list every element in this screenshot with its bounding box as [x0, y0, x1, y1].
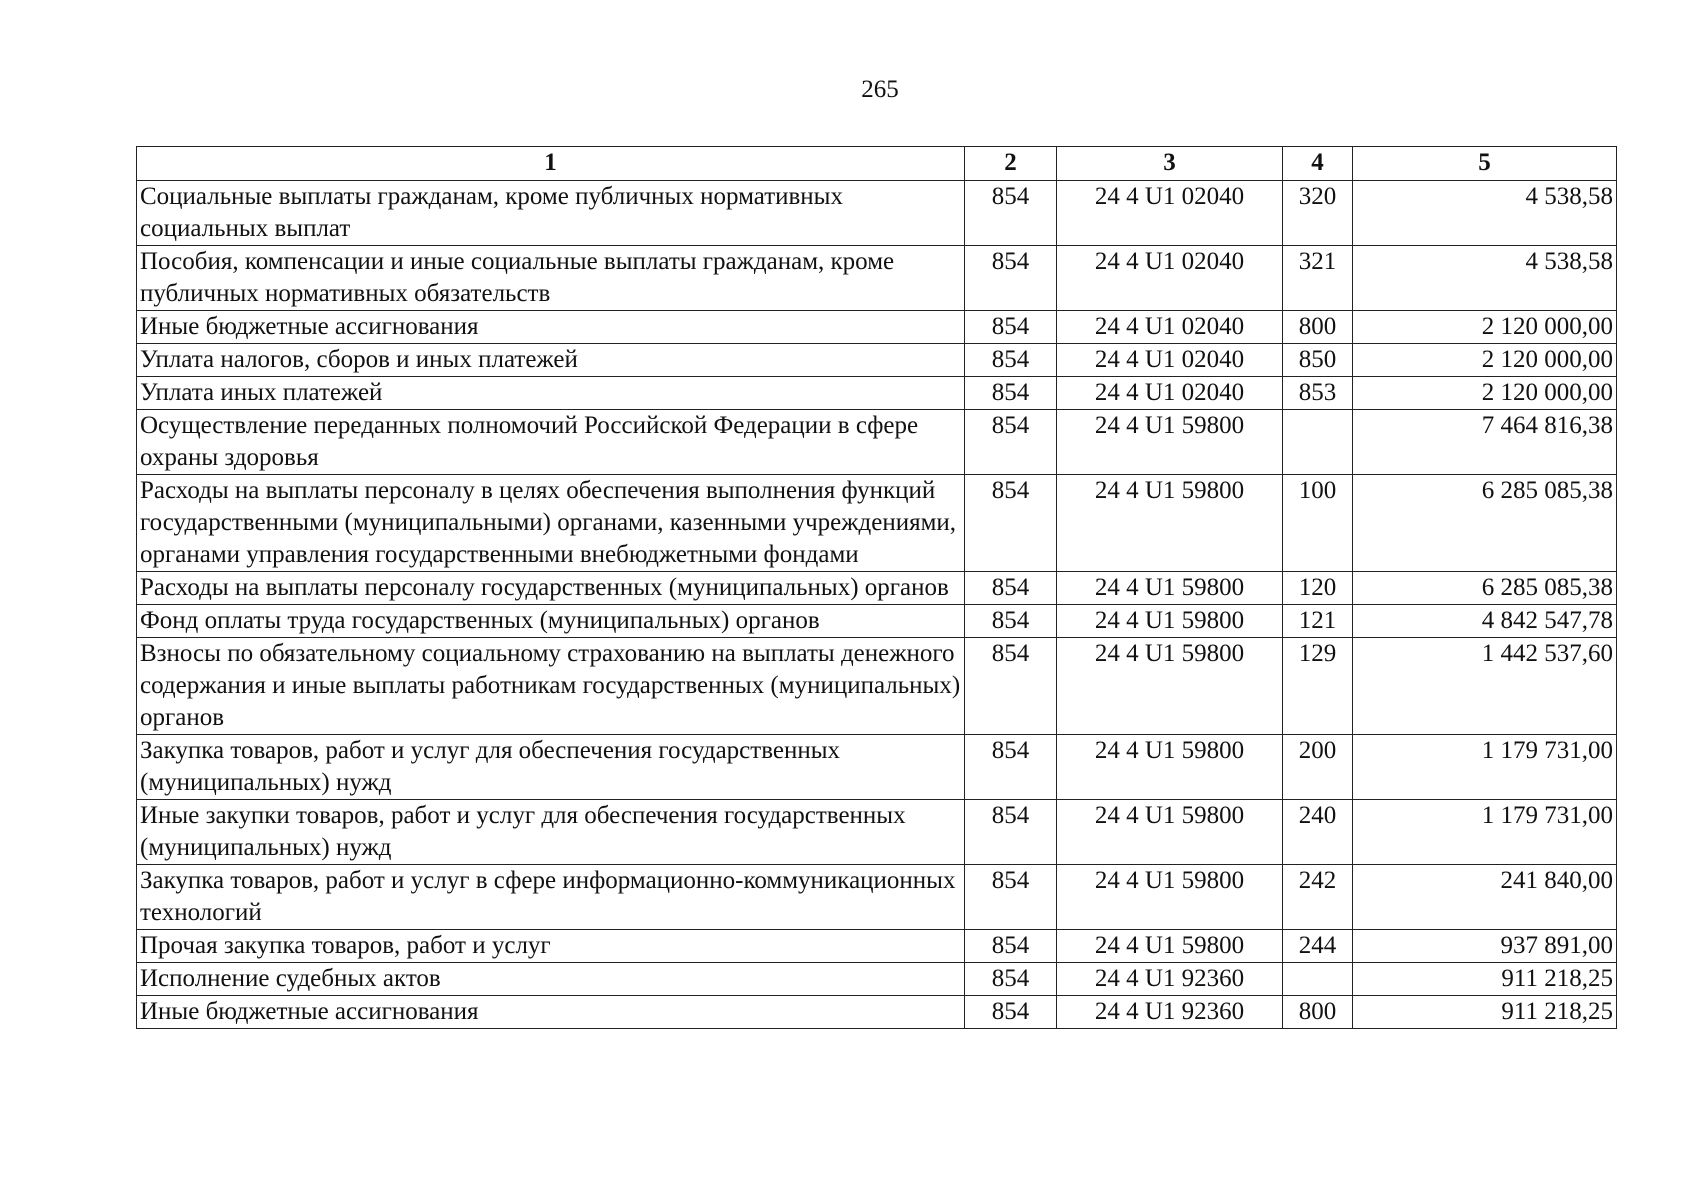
- table-body: [137, 181, 1617, 1029]
- amount-cell: 6 285 085,38: [1353, 572, 1617, 605]
- amount-cell: 2 120 000,00: [1353, 344, 1617, 377]
- target-code-cell: 24 4 U1 59800: [1057, 735, 1283, 800]
- ministry-code-cell: 854: [965, 344, 1057, 377]
- table-row: [137, 311, 1617, 344]
- amount-cell: 911 218,25: [1353, 963, 1617, 996]
- amount-cell: 1 179 731,00: [1353, 735, 1617, 800]
- table-row: [137, 246, 1617, 311]
- ministry-code-cell: 854: [965, 181, 1057, 246]
- expense-kind-cell: 242: [1283, 865, 1353, 930]
- expense-name-cell: Иные бюджетные ассигнования: [137, 311, 965, 344]
- target-code-cell: 24 4 U1 59800: [1057, 865, 1283, 930]
- budget-table: [136, 146, 1617, 1029]
- expense-kind-cell: 200: [1283, 735, 1353, 800]
- column-header-2: 2: [965, 147, 1057, 181]
- amount-cell: 4 538,58: [1353, 181, 1617, 246]
- expense-kind-cell: [1283, 963, 1353, 996]
- amount-cell: 1 179 731,00: [1353, 800, 1617, 865]
- table-row: [137, 475, 1617, 572]
- expense-name-cell: Уплата иных платежей: [137, 377, 965, 410]
- expense-name-cell: Фонд оплаты труда государственных (муниципальных) органов: [137, 605, 965, 638]
- column-header-3: 3: [1057, 147, 1283, 181]
- target-code-cell: 24 4 U1 59800: [1057, 605, 1283, 638]
- amount-cell: 241 840,00: [1353, 865, 1617, 930]
- expense-kind-cell: 320: [1283, 181, 1353, 246]
- expense-name-cell: Исполнение судебных актов: [137, 963, 965, 996]
- amount-cell: 937 891,00: [1353, 930, 1617, 963]
- target-code-cell: 24 4 U1 02040: [1057, 246, 1283, 311]
- amount-cell: 7 464 816,38: [1353, 410, 1617, 475]
- ministry-code-cell: 854: [965, 996, 1057, 1029]
- ministry-code-cell: 854: [965, 572, 1057, 605]
- ministry-code-cell: 854: [965, 930, 1057, 963]
- target-code-cell: 24 4 U1 59800: [1057, 800, 1283, 865]
- ministry-code-cell: 854: [965, 475, 1057, 572]
- table-row: [137, 963, 1617, 996]
- table-row: [137, 930, 1617, 963]
- table-row: [137, 865, 1617, 930]
- amount-cell: 2 120 000,00: [1353, 311, 1617, 344]
- expense-name-cell: Иные бюджетные ассигнования: [137, 996, 965, 1029]
- amount-cell: 1 442 537,60: [1353, 638, 1617, 735]
- expense-kind-cell: 100: [1283, 475, 1353, 572]
- expense-name-cell: Закупка товаров, работ и услуг для обеспечения государственных (муниципальных) нужд: [137, 735, 965, 800]
- expense-kind-cell: 321: [1283, 246, 1353, 311]
- amount-cell: 911 218,25: [1353, 996, 1617, 1029]
- target-code-cell: 24 4 U1 59800: [1057, 930, 1283, 963]
- table-header-row: [137, 147, 1617, 181]
- ministry-code-cell: 854: [965, 246, 1057, 311]
- page-number: 265: [861, 76, 899, 103]
- column-header-4: 4: [1283, 147, 1353, 181]
- ministry-code-cell: 854: [965, 963, 1057, 996]
- target-code-cell: 24 4 U1 59800: [1057, 572, 1283, 605]
- table-row: [137, 800, 1617, 865]
- expense-kind-cell: 800: [1283, 311, 1353, 344]
- ministry-code-cell: 854: [965, 410, 1057, 475]
- table-row: [137, 638, 1617, 735]
- table-row: [137, 344, 1617, 377]
- ministry-code-cell: 854: [965, 605, 1057, 638]
- expense-name-cell: Закупка товаров, работ и услуг в сфере информационно-коммуникационных технологий: [137, 865, 965, 930]
- ministry-code-cell: 854: [965, 311, 1057, 344]
- ministry-code-cell: 854: [965, 800, 1057, 865]
- target-code-cell: 24 4 U1 02040: [1057, 344, 1283, 377]
- ministry-code-cell: 854: [965, 377, 1057, 410]
- target-code-cell: 24 4 U1 59800: [1057, 475, 1283, 572]
- expense-kind-cell: 121: [1283, 605, 1353, 638]
- expense-kind-cell: 850: [1283, 344, 1353, 377]
- expense-name-cell: Расходы на выплаты персоналу в целях обеспечения выполнения функций государственными (муниципальными) органами, казенными учреждениями, органами управления государственными внебюджетными фондами: [137, 475, 965, 572]
- ministry-code-cell: 854: [965, 865, 1057, 930]
- amount-cell: 2 120 000,00: [1353, 377, 1617, 410]
- amount-cell: 4 538,58: [1353, 246, 1617, 311]
- table-row: [137, 605, 1617, 638]
- table-row: [137, 735, 1617, 800]
- ministry-code-cell: 854: [965, 735, 1057, 800]
- expense-name-cell: Осуществление переданных полномочий Российской Федерации в сфере охраны здоровья: [137, 410, 965, 475]
- expense-name-cell: Иные закупки товаров, работ и услуг для обеспечения государственных (муниципальных) нужд: [137, 800, 965, 865]
- target-code-cell: 24 4 U1 92360: [1057, 996, 1283, 1029]
- expense-name-cell: Взносы по обязательному социальному страхованию на выплаты денежного содержания и иные выплаты работникам государственных (муниципальных) органов: [137, 638, 965, 735]
- target-code-cell: 24 4 U1 02040: [1057, 181, 1283, 246]
- amount-cell: 6 285 085,38: [1353, 475, 1617, 572]
- target-code-cell: 24 4 U1 02040: [1057, 377, 1283, 410]
- amount-cell: 4 842 547,78: [1353, 605, 1617, 638]
- column-header-1: 1: [137, 147, 965, 181]
- table-row: [137, 181, 1617, 246]
- expense-name-cell: Пособия, компенсации и иные социальные выплаты гражданам, кроме публичных нормативных обязательств: [137, 246, 965, 311]
- expense-name-cell: Расходы на выплаты персоналу государственных (муниципальных) органов: [137, 572, 965, 605]
- table-row: [137, 572, 1617, 605]
- expense-kind-cell: [1283, 410, 1353, 475]
- expense-kind-cell: 244: [1283, 930, 1353, 963]
- table-row: [137, 410, 1617, 475]
- expense-kind-cell: 240: [1283, 800, 1353, 865]
- expense-kind-cell: 120: [1283, 572, 1353, 605]
- expense-kind-cell: 853: [1283, 377, 1353, 410]
- column-header-5: 5: [1353, 147, 1617, 181]
- target-code-cell: 24 4 U1 59800: [1057, 638, 1283, 735]
- target-code-cell: 24 4 U1 92360: [1057, 963, 1283, 996]
- expense-name-cell: Прочая закупка товаров, работ и услуг: [137, 930, 965, 963]
- target-code-cell: 24 4 U1 59800: [1057, 410, 1283, 475]
- table-row: [137, 996, 1617, 1029]
- expense-name-cell: Социальные выплаты гражданам, кроме публичных нормативных социальных выплат: [137, 181, 965, 246]
- ministry-code-cell: 854: [965, 638, 1057, 735]
- table-row: [137, 377, 1617, 410]
- expense-kind-cell: 129: [1283, 638, 1353, 735]
- target-code-cell: 24 4 U1 02040: [1057, 311, 1283, 344]
- expense-name-cell: Уплата налогов, сборов и иных платежей: [137, 344, 965, 377]
- expense-kind-cell: 800: [1283, 996, 1353, 1029]
